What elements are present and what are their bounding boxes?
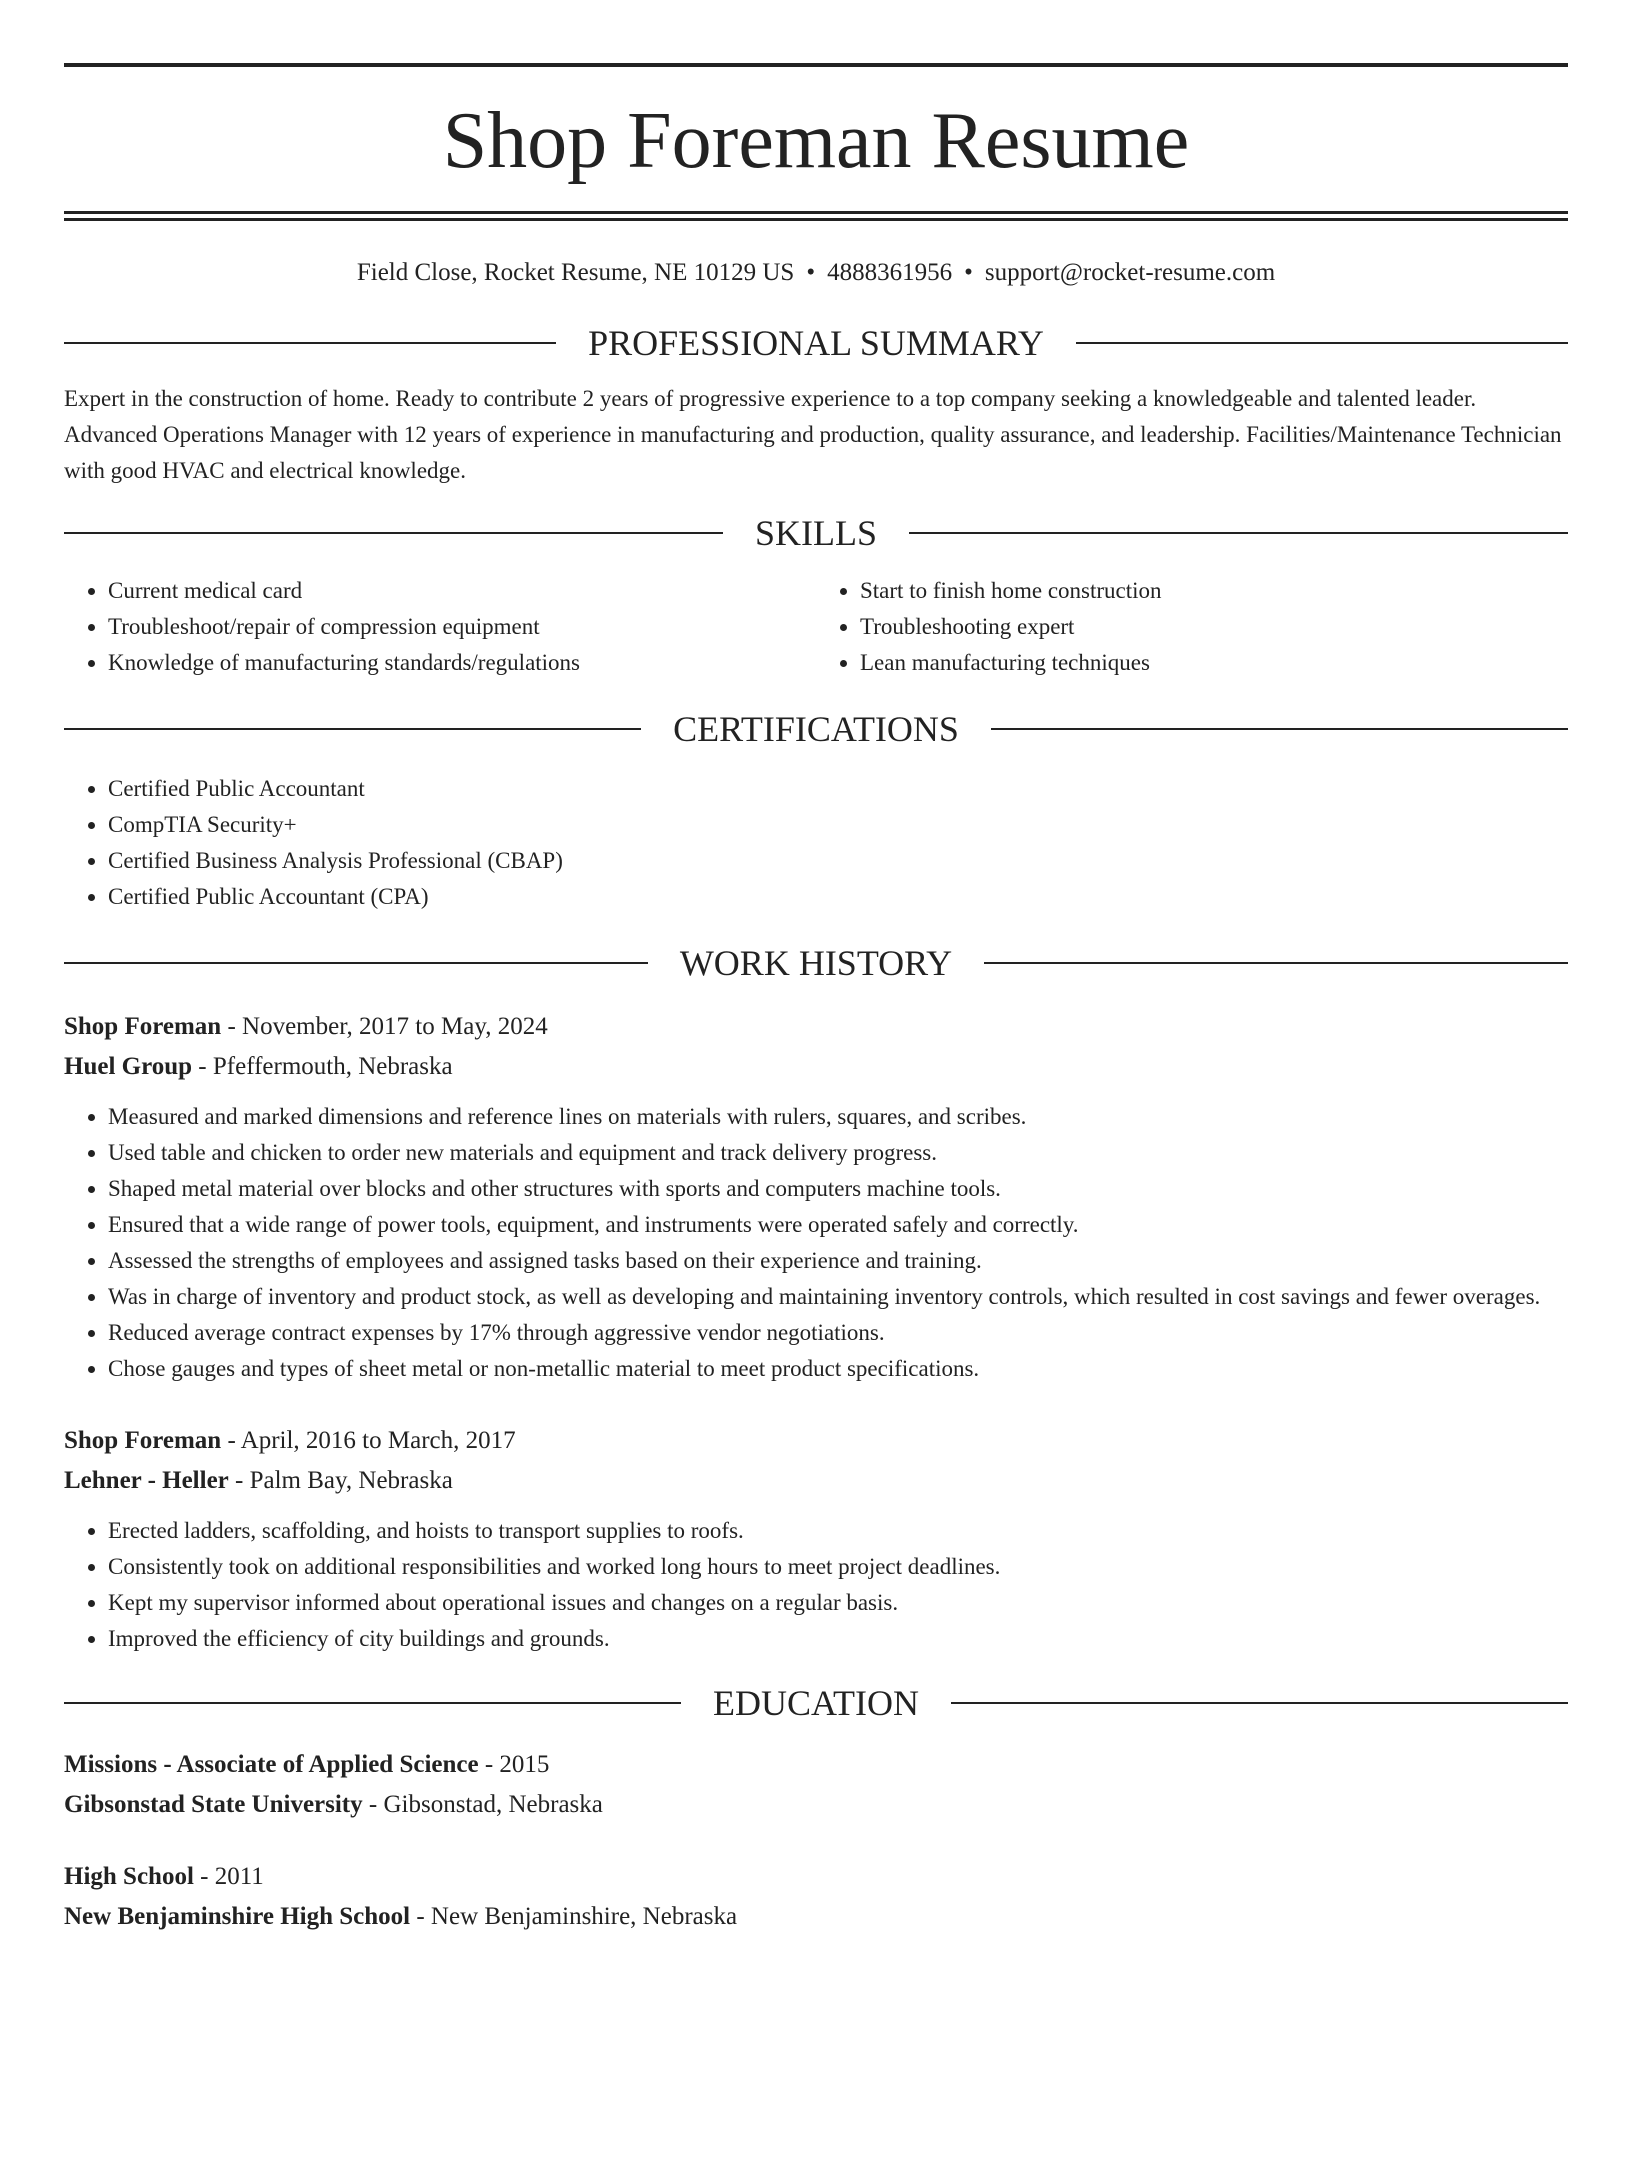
section-divider: [64, 532, 723, 534]
education-school: Gibsonstad State University: [64, 1791, 363, 1818]
education-year: - 2011: [193, 1863, 264, 1890]
education-degree-line: [64, 1857, 1568, 1897]
certification-item: • CompTIA Security+: [108, 807, 1568, 843]
section-header-summary: [64, 321, 1568, 365]
contact-separator: •: [964, 259, 973, 286]
section-divider: [64, 342, 556, 344]
section-title: SKILLS: [755, 513, 878, 553]
job-dates: - November, 2017 to May, 2024: [221, 1013, 548, 1040]
section-divider: [909, 532, 1568, 534]
job-bullet: • Chose gauges and types of sheet metal or non-metallic material to meet product specifications.: [108, 1351, 1568, 1387]
section-header-work-history: [64, 941, 1568, 985]
top-rule: [64, 63, 1568, 67]
job-bullet: • Was in charge of inventory and product stock, as well as developing and maintaining inventory controls, which resulted in cost savings and fewer overages.: [108, 1279, 1568, 1315]
job-bullet: • Measured and marked dimensions and reference lines on materials with rulers, squares, and scribes.: [108, 1099, 1568, 1135]
skill-item: • Start to finish home construction: [860, 573, 1568, 609]
section-divider: [64, 962, 648, 964]
job-bullet: • Kept my supervisor informed about operational issues and changes on a regular basis.: [108, 1585, 1568, 1621]
job-entry: [64, 1421, 1568, 1657]
section-header-education: [64, 1681, 1568, 1725]
summary-text: Expert in the construction of home. Ready to contribute 2 years of progressive experience to a top company seeking a knowledgeable and talented leader. Advanced Operations Manager with 12 years of experience in manufacturing and production, quality assurance, and leadership. Facilities/Maintenance Technician with good HVAC and electrical knowledge.: [64, 386, 1562, 483]
section-title: CERTIFICATIONS: [673, 709, 959, 749]
job-company: Huel Group: [64, 1053, 193, 1080]
education-degree-line: [64, 1745, 1568, 1785]
job-bullet: • Ensured that a wide range of power tools, equipment, and instruments were operated safely and correctly.: [108, 1207, 1568, 1243]
job-title-line: [64, 1421, 1568, 1461]
section-divider: [951, 1702, 1568, 1704]
education-location: - Gibsonstad, Nebraska: [362, 1791, 603, 1818]
job-bullet: • Shaped metal material over blocks and other structures with sports and computers machine tools.: [108, 1171, 1568, 1207]
certification-item: • Certified Business Analysis Professional (CBAP): [108, 843, 1568, 879]
job-bullet: • Reduced average contract expenses by 17% through aggressive vendor negotiations.: [108, 1315, 1568, 1351]
certifications-list: [64, 771, 1568, 915]
section-divider: [64, 728, 641, 730]
skills-list: [64, 573, 1568, 681]
skills-column-left: [64, 573, 816, 681]
section-title: WORK HISTORY: [679, 943, 953, 983]
contact-phone: 4888361956: [827, 259, 953, 286]
job-company-line: [64, 1047, 1568, 1087]
skill-item: • Current medical card: [108, 573, 816, 609]
job-location: - Pfeffermouth, Nebraska: [192, 1053, 453, 1080]
job-bullet: • Assessed the strengths of employees and assigned tasks based on their experience and training.: [108, 1243, 1568, 1279]
job-bullet: • Erected ladders, scaffolding, and hoists to transport supplies to roofs.: [108, 1513, 1568, 1549]
job-bullet: • Consistently took on additional responsibilities and worked long hours to meet project deadlines.: [108, 1549, 1568, 1585]
education-entry: [64, 1745, 1568, 1825]
job-bullet: • Improved the efficiency of city buildings and grounds.: [108, 1621, 1568, 1657]
skills-column-right: [816, 573, 1568, 681]
skill-item: • Knowledge of manufacturing standards/regulations: [108, 645, 816, 681]
contact-separator: •: [806, 259, 816, 286]
education-entry: [64, 1857, 1568, 1937]
section-divider: [984, 962, 1568, 964]
job-bullets: [64, 1099, 1568, 1387]
education-degree: High School: [64, 1863, 194, 1890]
resume-page: [0, 63, 1632, 2175]
section-title: EDUCATION: [713, 1683, 919, 1723]
skill-item: • Troubleshoot/repair of compression equipment: [108, 609, 816, 645]
job-company: Lehner - Heller: [64, 1467, 229, 1494]
education-degree: Missions - Associate of Applied Science: [64, 1751, 479, 1778]
education-school-line: [64, 1785, 1568, 1825]
job-bullets: [64, 1513, 1568, 1657]
certification-item: • Certified Public Accountant: [108, 771, 1568, 807]
job-entry: [64, 1007, 1568, 1387]
education-school: New Benjaminshire High School: [64, 1903, 411, 1930]
job-title: Shop Foreman: [64, 1427, 222, 1454]
job-dates: - April, 2016 to March, 2017: [221, 1427, 516, 1454]
section-divider: [991, 728, 1568, 730]
job-title-line: [64, 1007, 1568, 1047]
section-divider: [64, 1702, 681, 1704]
section-header-certifications: [64, 707, 1568, 751]
skill-item: • Troubleshooting expert: [860, 609, 1568, 645]
contact-address: Field Close, Rocket Resume, NE 10129 US: [356, 259, 795, 286]
education-school-line: [64, 1897, 1568, 1937]
education-year: - 2015: [478, 1751, 550, 1778]
contact-line: [64, 257, 1568, 289]
certification-item: • Certified Public Accountant (CPA): [108, 879, 1568, 915]
section-title: PROFESSIONAL SUMMARY: [588, 323, 1044, 363]
resume-title: Shop Foreman Resume: [442, 97, 1190, 185]
title-double-rule: [64, 211, 1568, 221]
job-title: Shop Foreman: [64, 1013, 222, 1040]
job-location: - Palm Bay, Nebraska: [228, 1467, 453, 1494]
contact-email: support@rocket-resume.com: [984, 259, 1276, 286]
skill-item: • Lean manufacturing techniques: [860, 645, 1568, 681]
section-divider: [1076, 342, 1568, 344]
job-bullet: • Used table and chicken to order new materials and equipment and track delivery progress.: [108, 1135, 1568, 1171]
job-company-line: [64, 1461, 1568, 1501]
section-header-skills: [64, 511, 1568, 555]
education-location: - New Benjaminshire, Nebraska: [410, 1903, 738, 1930]
